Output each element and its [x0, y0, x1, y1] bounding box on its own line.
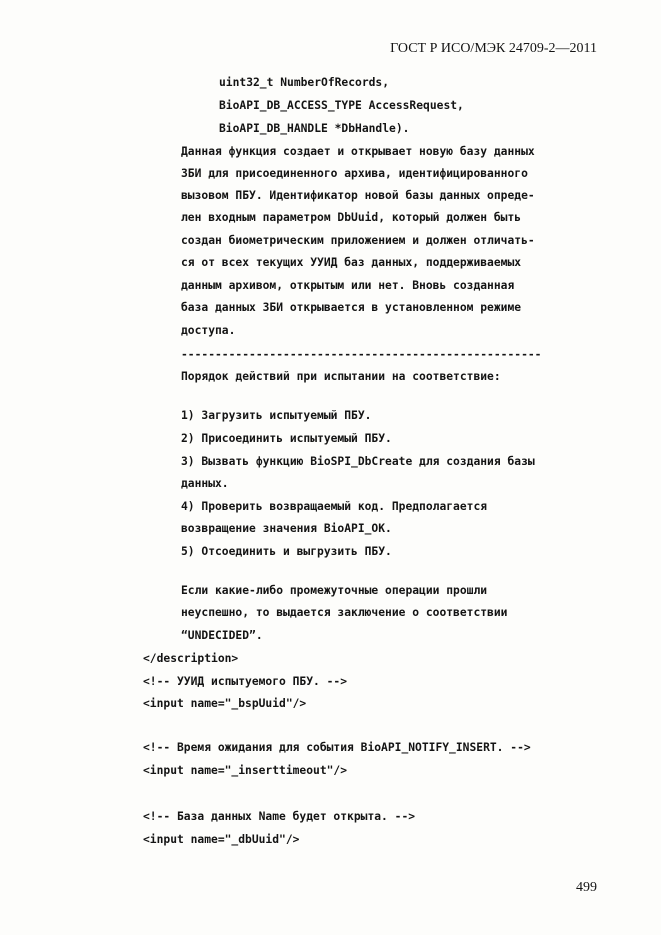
code-line: база данных ЗБИ открывается в установленном режиме — [181, 301, 522, 314]
code-line: 5) Отсоединить и выгрузить ПБУ. — [181, 545, 392, 558]
code-line: </description> — [143, 652, 239, 665]
code-line: лен входным параметром DbUuid, который должен быть — [181, 211, 522, 224]
code-line: вызовом ПБУ. Идентификатор новой базы данных опреде- — [181, 189, 535, 202]
page-number: 499 — [576, 880, 597, 895]
code-line: <input name="_dbUuid"/> — [143, 833, 300, 846]
code-line: <!-- УУИД испытуемого ПБУ. --> — [143, 675, 348, 688]
code-line: Данная функция создает и открывает новую базу данных — [181, 145, 535, 158]
code-line: <!-- Время ожидания для события BioAPI_NOTIFY_INSERT. --> — [143, 741, 531, 754]
code-line: BioAPI_DB_ACCESS_TYPE AccessRequest, — [219, 99, 464, 112]
code-line: 1) Загрузить испытуемый ПБУ. — [181, 409, 372, 422]
code-line: создан биометрическим приложением и должен отличать- — [181, 234, 535, 247]
code-line: неуспешно, то выдается заключение о соответствии — [181, 606, 508, 619]
code-line: <input name="_inserttimeout"/> — [143, 764, 348, 777]
code-line: 2) Присоединить испытуемый ПБУ. — [181, 432, 392, 445]
code-line: uint32_t NumberOfRecords, — [219, 76, 390, 89]
code-line: 4) Проверить возвращаемый код. Предполагается — [181, 500, 488, 513]
code-line: данным архивом, открытым или нет. Вновь созданная — [181, 279, 515, 292]
code-line: ЗБИ для присоединенного архива, идентифицированного — [181, 167, 528, 180]
code-line: “UNDECIDED”. — [181, 629, 263, 642]
code-line: <!-- База данных Name будет открыта. --> — [143, 810, 416, 823]
code-line: ся от всех текущих УУИД баз данных, поддерживаемых — [181, 256, 522, 269]
document-header: ГОСТ Р ИСО/МЭК 24709-2—2011 — [390, 41, 597, 56]
code-line: BioAPI_DB_HANDLE *DbHandle). — [219, 122, 410, 135]
code-line: Порядок действий при испытании на соответствие: — [181, 370, 501, 383]
code-line: возвращение значения BioAPI_OK. — [181, 522, 392, 535]
code-line: <input name="_bspUuid"/> — [143, 697, 307, 710]
code-line: ----------------------------------------------------- — [181, 348, 542, 361]
code-line: Если какие-либо промежуточные операции прошли — [181, 584, 488, 597]
code-line: 3) Вызвать функцию BioSPI_DbCreate для создания базы — [181, 455, 535, 468]
code-line: данных. — [181, 477, 229, 490]
code-line: доступа. — [181, 324, 236, 337]
